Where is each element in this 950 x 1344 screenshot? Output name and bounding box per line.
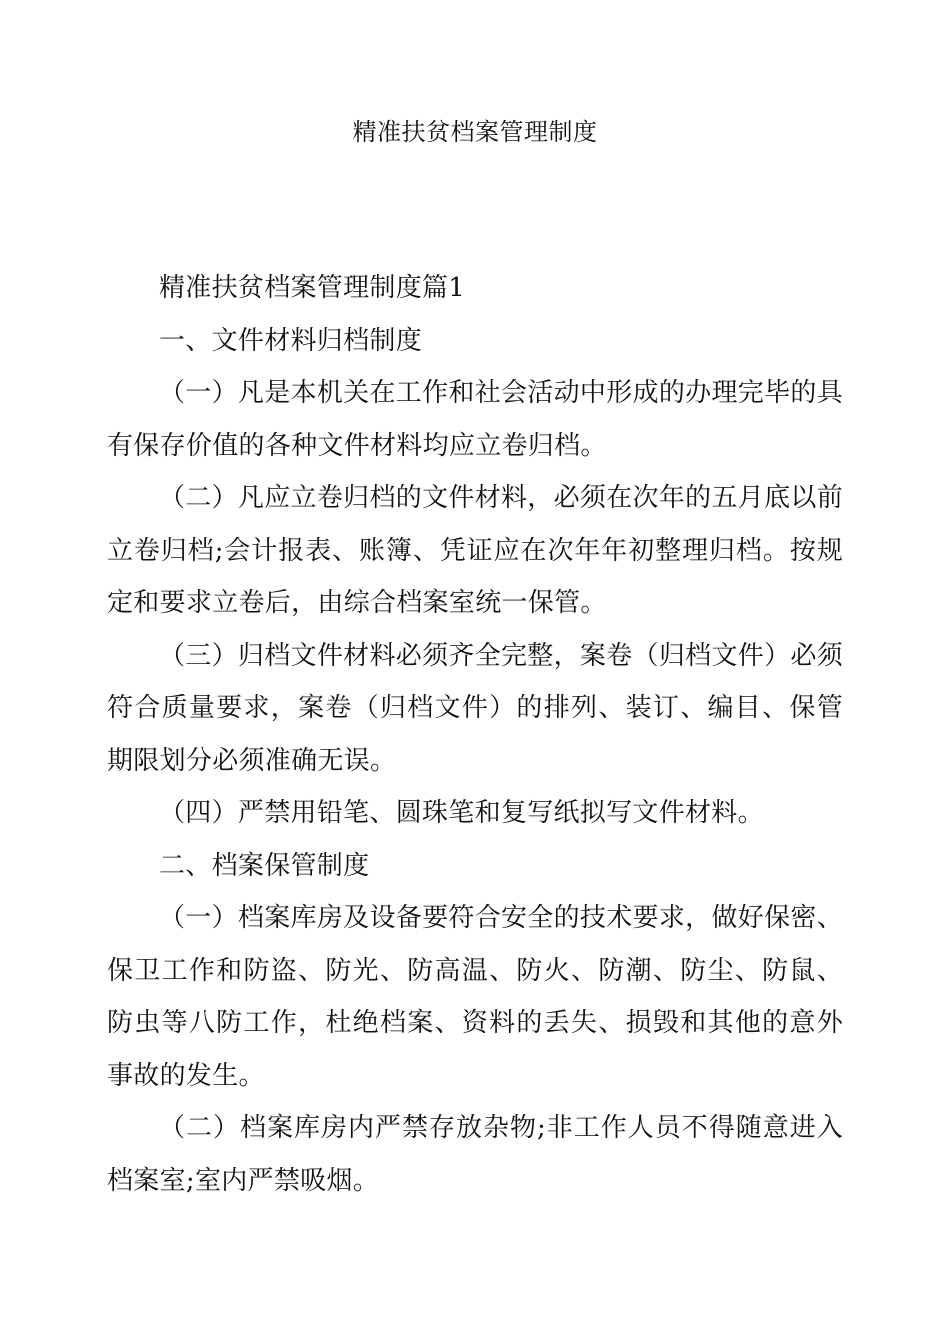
paragraph-custody-1: （一）档案库房及设备要符合安全的技术要求，做好保密、保卫工作和防盗、防光、防高温、防火、防潮、防尘、防鼠、防虫等八防工作，杜绝档案、资料的丢失、损毁和其他的意外事故的发生。 (107, 903, 843, 1091)
section-heading-part1: 精准扶贫档案管理制度篇1 (159, 273, 466, 303)
paragraph-filing-3: （三）归档文件材料必须齐全完整，案卷（归档文件）必须符合质量要求，案卷（归档文件）的排列、装订、编目、保管期限划分必须准确无误。 (107, 640, 843, 776)
paragraph-filing-4: （四）严禁用铅笔、圆珠笔和复写纸拟写文件材料。 (159, 798, 764, 828)
document-title: 精准扶贫档案管理制度 (352, 118, 598, 146)
paragraph-filing-1: （一）凡是本机关在工作和社会活动中形成的办理完毕的具有保存价值的各种文件材料均应立卷归档。 (107, 378, 843, 461)
paragraph-custody-2: （二）档案库房内严禁存放杂物;非工作人员不得随意进入档案室;室内严禁吸烟。 (107, 1113, 843, 1196)
paragraph-filing-2: （二）凡应立卷归档的文件材料，必须在次年的五月底以前立卷归档;会计报表、账簿、凭证应在次年年初整理归档。按规定和要求立卷后，由综合档案室统一保管。 (107, 483, 843, 618)
section-heading-filing-system: 一、文件材料归档制度 (159, 325, 423, 356)
section-heading-custody-system: 二、档案保管制度 (159, 850, 370, 881)
document-body (107, 262, 843, 1207)
